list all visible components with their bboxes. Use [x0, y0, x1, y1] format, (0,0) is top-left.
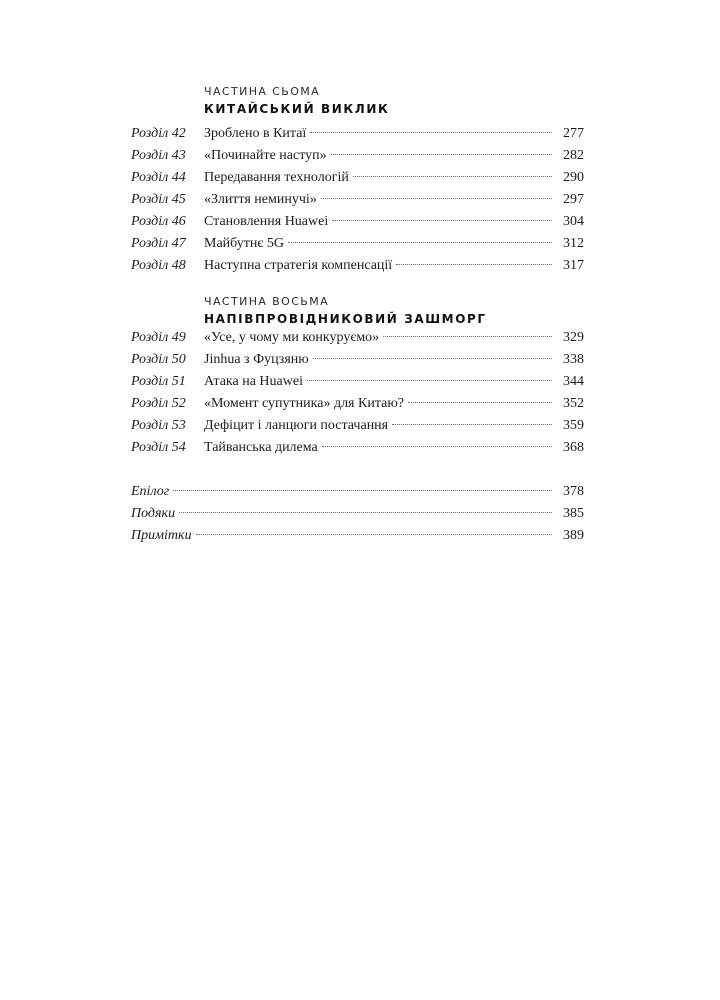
chapter-number: Розділ 47	[131, 233, 203, 255]
back-matter-title: Примітки	[131, 525, 196, 547]
page-number: 359	[563, 418, 584, 433]
chapter-number: Розділ 54	[131, 437, 203, 459]
part-heading	[204, 85, 584, 117]
toc-entry[interactable]	[131, 167, 584, 189]
toc-list	[131, 327, 584, 459]
chapter-number: Розділ 52	[131, 393, 203, 415]
chapter-number: Розділ 42	[131, 123, 203, 145]
dot-leader	[179, 512, 552, 513]
toc-entry[interactable]	[131, 481, 584, 503]
dot-leader	[332, 220, 552, 221]
chapter-title: Jinhua з Фуцзяню	[204, 349, 313, 371]
toc-entry[interactable]	[131, 437, 584, 459]
page-number: 368	[563, 440, 584, 455]
toc-entry[interactable]	[131, 415, 584, 437]
dot-leader	[321, 198, 552, 199]
toc-entry[interactable]	[131, 371, 584, 393]
toc-entry[interactable]	[131, 145, 584, 167]
part-label: ЧАСТИНА ВОСЬМА	[204, 295, 330, 308]
page-number: 312	[563, 236, 584, 251]
page-number: 352	[563, 396, 584, 411]
page-number: 304	[563, 214, 584, 229]
toc-entry[interactable]	[131, 349, 584, 371]
back-matter-list	[131, 481, 584, 547]
page-number: 338	[563, 352, 584, 367]
chapter-number: Розділ 53	[131, 415, 203, 437]
chapter-title: «Починайте наступ»	[204, 145, 331, 167]
chapter-title: «Злиття неминучі»	[204, 189, 321, 211]
dot-leader	[392, 424, 552, 425]
chapter-number: Розділ 48	[131, 255, 203, 277]
toc-entry[interactable]	[131, 525, 584, 547]
dot-leader	[408, 402, 552, 403]
toc-list	[131, 123, 584, 277]
page-number: 290	[563, 170, 584, 185]
toc-entry[interactable]	[131, 211, 584, 233]
chapter-title: «Момент супутника» для Китаю?	[204, 393, 408, 415]
page-number: 344	[563, 374, 584, 389]
page-number: 297	[563, 192, 584, 207]
chapter-number: Розділ 45	[131, 189, 203, 211]
chapter-title: Наступна стратегія компенсації	[204, 255, 396, 277]
dot-leader	[313, 358, 552, 359]
chapter-title: Тайванська дилема	[204, 437, 322, 459]
dot-leader	[196, 534, 552, 535]
toc-entry[interactable]	[131, 123, 584, 145]
page-number: 378	[563, 484, 584, 499]
toc-entry[interactable]	[131, 393, 584, 415]
dot-leader	[396, 264, 552, 265]
page-number: 385	[563, 506, 584, 521]
toc-entry[interactable]	[131, 503, 584, 525]
page-number: 282	[563, 148, 584, 163]
toc-entry[interactable]	[131, 189, 584, 211]
dot-leader	[288, 242, 552, 243]
toc-entry[interactable]	[131, 327, 584, 349]
part-title: НАПІВПРОВІДНИКОВИЙ ЗАШМОРГ	[204, 312, 487, 326]
chapter-number: Розділ 51	[131, 371, 203, 393]
chapter-title: Дефіцит і ланцюги постачання	[204, 415, 392, 437]
dot-leader	[322, 446, 552, 447]
part-title: КИТАЙСЬКИЙ ВИКЛИК	[204, 102, 390, 116]
dot-leader	[307, 380, 552, 381]
chapter-title: Становлення Huawei	[204, 211, 332, 233]
page-number: 389	[563, 528, 584, 543]
page-number: 317	[563, 258, 584, 273]
dot-leader	[331, 154, 552, 155]
dot-leader	[353, 176, 552, 177]
part-label: ЧАСТИНА СЬОМА	[204, 85, 321, 98]
page-number: 277	[563, 126, 584, 141]
chapter-title: Майбутнє 5G	[204, 233, 288, 255]
dot-leader	[310, 132, 552, 133]
chapter-number: Розділ 50	[131, 349, 203, 371]
back-matter-title: Подяки	[131, 503, 179, 525]
page-number: 329	[563, 330, 584, 345]
chapter-title: Атака на Huawei	[204, 371, 307, 393]
dot-leader	[383, 336, 552, 337]
chapter-title: «Усе, у чому ми конкуруємо»	[204, 327, 383, 349]
chapter-number: Розділ 49	[131, 327, 203, 349]
chapter-number: Розділ 44	[131, 167, 203, 189]
chapter-number: Розділ 46	[131, 211, 203, 233]
part-heading	[204, 295, 584, 327]
back-matter-title: Епілог	[131, 481, 173, 503]
toc-entry[interactable]	[131, 233, 584, 255]
chapter-title: Передавання технологій	[204, 167, 353, 189]
dot-leader	[173, 490, 552, 491]
toc-entry[interactable]	[131, 255, 584, 277]
chapter-title: Зроблено в Китаї	[204, 123, 310, 145]
chapter-number: Розділ 43	[131, 145, 203, 167]
